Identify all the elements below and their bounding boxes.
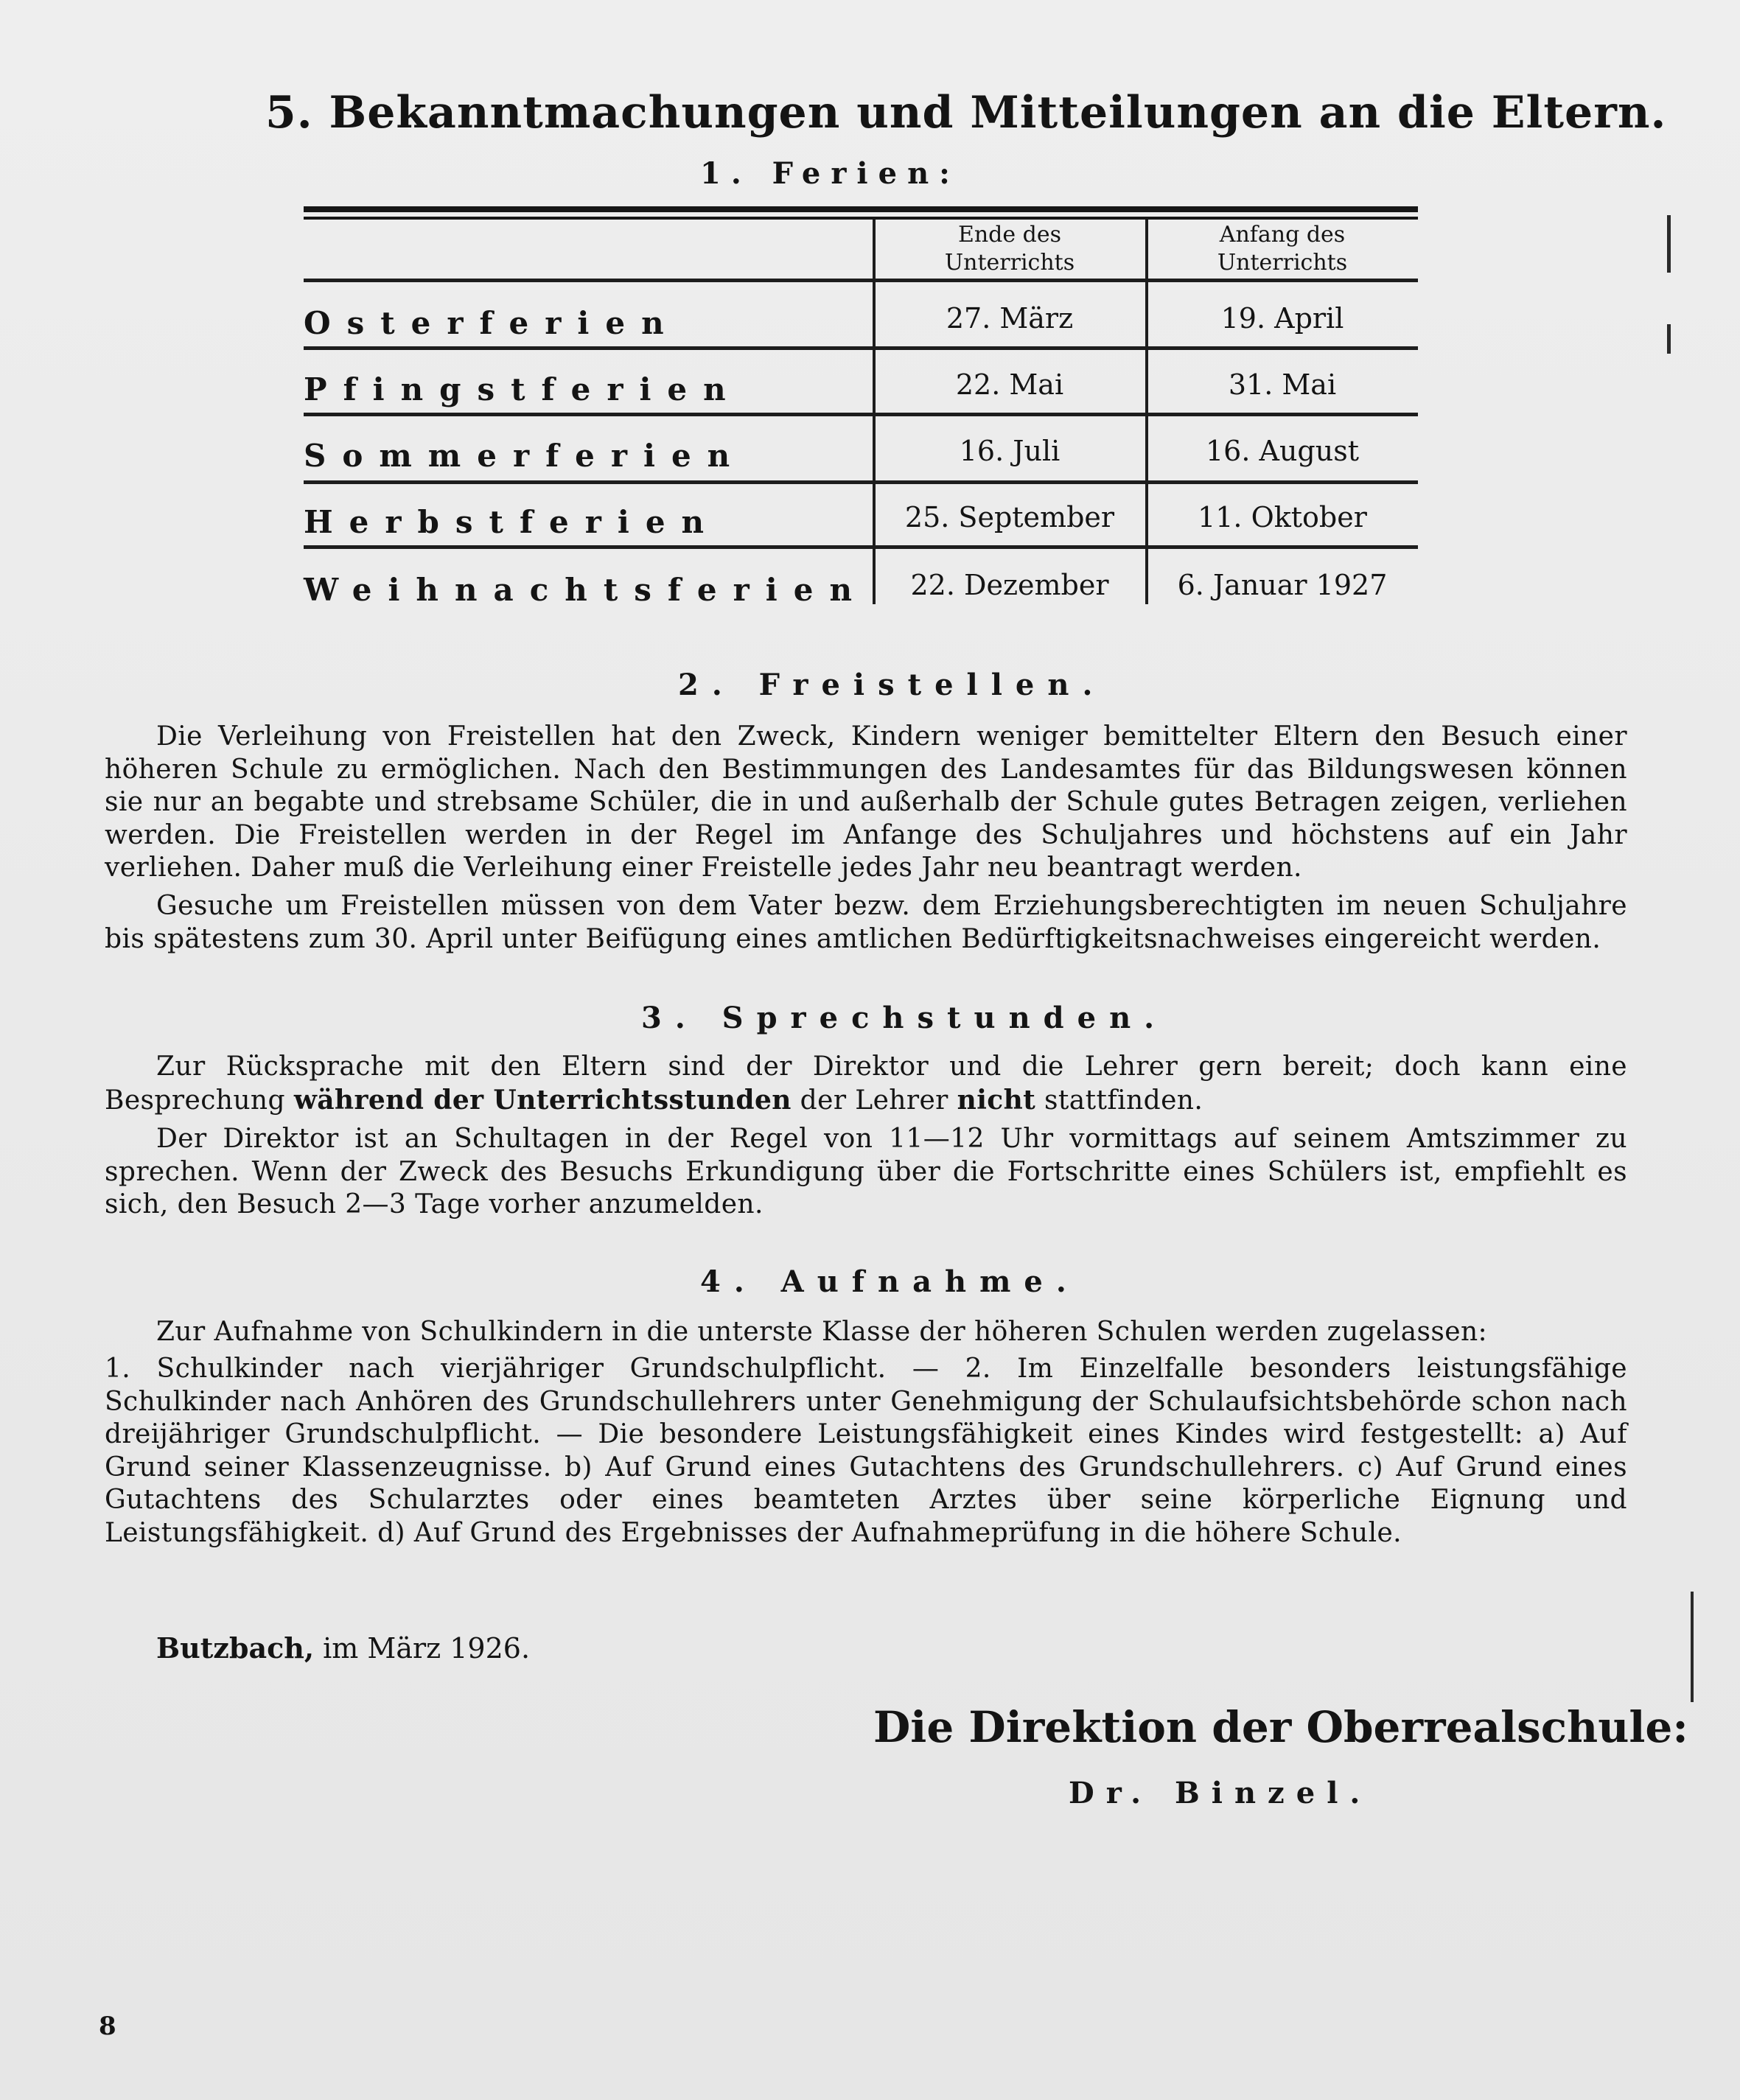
paragraph-text: stattfinden. — [1035, 1085, 1203, 1116]
main-heading: 5. Bekanntmachungen und Mitteilungen an die Eltern. — [265, 87, 1667, 139]
table-row-label: Pfingstferien — [304, 371, 742, 407]
table-cell-start: 16. August — [1206, 435, 1359, 467]
scan-edge-mark — [1667, 324, 1671, 354]
ferien-title: 1. Ferien: — [700, 156, 960, 191]
table-row-label: Osterferien — [304, 305, 680, 341]
table-row-rule — [304, 413, 1418, 416]
table-cell-start: 19. April — [1220, 302, 1344, 335]
table-header-rule — [304, 279, 1418, 282]
table-cell-end: 16. Juli — [959, 435, 1061, 467]
table-cell-end: 22. Mai — [955, 368, 1064, 401]
table-cell-start: 6. Januar 1927 — [1177, 569, 1388, 601]
emphasis-text: nicht — [957, 1084, 1036, 1116]
table-row-rule — [304, 480, 1418, 484]
sprechstunden-title: 3. Sprechstunden. — [641, 1001, 1168, 1035]
table-row-label: Weihnachtsferien — [304, 572, 868, 608]
table-cell-start: 31. Mai — [1228, 368, 1337, 401]
aufnahme-title: 4. Aufnahme. — [700, 1264, 1080, 1299]
paragraph-text: Zur Rücksprache mit den Eltern sind der Direktor und die Lehrer gern bereit; doch kann eine Besprechung — [105, 1051, 1627, 1116]
table-top-rule-thin — [304, 217, 1418, 220]
place-date — [156, 1631, 530, 1665]
signer-name: Dr. Binzel. — [1069, 1776, 1372, 1810]
table-row-rule — [304, 346, 1418, 350]
aufnahme-paragraph: Zur Aufnahme von Schulkindern in die unterste Klasse der höheren Schulen werden zugelassen: — [156, 1317, 1488, 1347]
table-cell-end: 27. März — [946, 302, 1074, 335]
column-header-start: Anfang des Unterrichts — [1217, 222, 1348, 276]
table-cell-end: 25. September — [904, 501, 1115, 533]
page-number: 8 — [99, 2012, 116, 2041]
table-cell-end: 22. Dezember — [910, 569, 1109, 601]
table-cell-start: 11. Oktober — [1198, 501, 1367, 533]
paragraph-text: der Lehrer — [791, 1085, 957, 1116]
table-top-rule — [304, 206, 1418, 212]
table-row-label: Sommerferien — [304, 438, 747, 474]
place: Butzbach, — [156, 1631, 315, 1665]
freistellen-paragraph: Die Verleihung von Freistellen hat den Zweck, Kindern weniger bemittelter Eltern den Besuch einer höheren Schule zu ermöglichen. Nach den Bestimmungen des Landesamtes für das Bildungswesen können sie nur an begabte und strebsame Schüler, die in und außerhalb der Schule gutes Betragen zeigen, verliehen werden. Die Freistellen werden in der Regel im Anfange des Schuljahres und höchstens auf ein Jahr verliehen. Daher muß die Verleihung einer Freistelle jedes Jahr neu beantragt werden. — [105, 721, 1627, 883]
scan-edge-mark — [1667, 215, 1671, 273]
aufnahme-paragraph: 1. Schulkinder nach vierjähriger Grundschulpflicht. — 2. Im Einzelfalle besonders leistungsfähige Schulkinder nach Anhören des Grundschullehrers unter Genehmigung der Schulaufsichtsbehörde schon nach dreijähriger Grundschulpflicht. — Die besondere Leistungsfähigkeit eines Kindes wird festgestellt: a) Auf Grund seiner Klassenzeugnisse. b) Auf Grund eines Gutachtens des Grundschullehrers. c) Auf Grund eines Gutachtens des Schularztes oder eines beamteten Arztes über seine körperliche Eignung und Leistungsfähigkeit. d) Auf Grund des Ergebnisses der Aufnahmeprüfung in die höhere Schule. — [105, 1354, 1627, 1548]
column-header-end: Ende des Unterrichts — [944, 222, 1075, 276]
table-row-rule — [304, 545, 1418, 549]
freistellen-title: 2. Freistellen. — [678, 668, 1106, 702]
sprechstunden-paragraph — [105, 1051, 1627, 1117]
scan-edge-mark — [1691, 1592, 1694, 1702]
freistellen-paragraph: Gesuche um Freistellen müssen von dem Vater bezw. dem Erziehungsberechtigten im neuen Schuljahre bis spätestens zum 30. April unter Beifügung eines amtlichen Bedürftigkeitsnachweises eingereicht werden. — [105, 891, 1627, 954]
date: im März 1926. — [314, 1632, 531, 1665]
sprechstunden-paragraph: Der Direktor ist an Schultagen in der Regel von 11—12 Uhr vormittags auf seinem Amtszimmer zu sprechen. Wenn der Zweck des Besuchs Erkundigung über die Fortschritte eines Schülers ist, empfiehlt es sich, den Besuch 2—3 Tage vorher anzumelden. — [105, 1124, 1627, 1219]
signature-line: Die Direktion der Oberrealschule: — [873, 1702, 1688, 1752]
table-row-label: Herbstferien — [304, 504, 721, 540]
emphasis-text: während der Unterrichtsstunden — [293, 1084, 792, 1116]
